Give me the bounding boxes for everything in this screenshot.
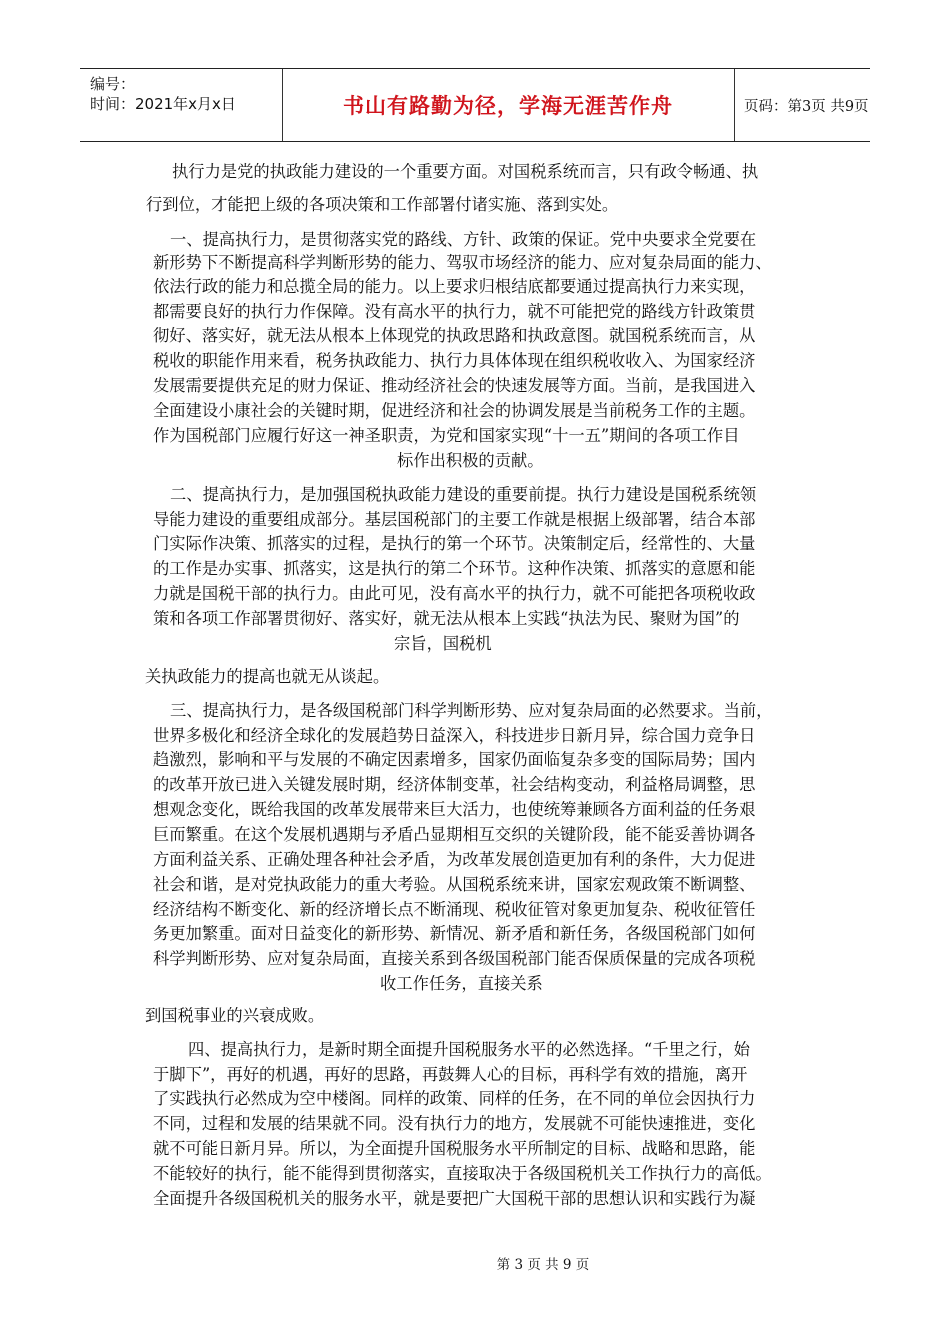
body-line: 二、提高执行力，是加强国税执政能力建设的重要前提。执行力建设是国税系统领 <box>170 485 757 504</box>
body-line: 不同，过程和发展的结果就不同。没有执行力的地方，发展就不可能快速推进，变化 <box>153 1114 756 1133</box>
header-page-number: 页码：第3页 共9页 <box>744 98 869 115</box>
body-line: 于脚下”，再好的机遇，再好的思路，再鼓舞人心的目标，再科学有效的措施，离开 <box>153 1065 748 1084</box>
body-line: 巨而繁重。在这个发展机遇期与矛盾凸显期相互交织的关键阶段，能不能妥善协调各 <box>153 825 756 844</box>
body-line: 关执政能力的提高也就无从谈起。 <box>145 667 390 686</box>
body-line: 行到位，才能把上级的各项决策和工作部署付诸实施、落到实处。 <box>146 195 619 214</box>
body-line: 收工作任务，直接关系 <box>380 974 543 993</box>
body-line: 执行力是党的执政能力建设的一个重要方面。对国税系统而言，只有政令畅通、执 <box>172 162 759 181</box>
body-line: 的工作是办实事、抓落实，这是执行的第二个环节。这种作决策、抓落实的意愿和能 <box>153 559 756 578</box>
header-motto: 书山有路勤为径，学海无涯苦作舟 <box>343 94 673 118</box>
body-line: 方面利益关系、正确处理各种社会矛盾，为改革发展创造更加有利的条件，大力促进 <box>153 850 756 869</box>
body-line: 全面提升各级国税机关的服务水平，就是要把广大国税干部的思想认识和实践行为凝 <box>153 1189 756 1208</box>
body-line: 的改革开放已进入关键发展时期，经济体制变革，社会结构变动，利益格局调整，思 <box>153 775 756 794</box>
body-line: 一、提高执行力，是贯彻落实党的路线、方针、政策的保证。党中央要求全党要在 <box>170 230 757 249</box>
document-number-label: 编号： <box>90 75 136 93</box>
document-date-label: 时间：2021年x月x日 <box>90 95 236 113</box>
body-line: 就不可能日新月异。所以，为全面提升国税服务水平所制定的目标、战略和思路，能 <box>153 1139 756 1158</box>
header-motto-cell <box>282 69 735 141</box>
body-line: 导能力建设的重要组成部分。基层国税部门的主要工作就是根据上级部署，结合本部 <box>153 510 756 529</box>
body-line: 作为国税部门应履行好这一神圣职责，为党和国家实现“十一五”期间的各项工作目 <box>153 426 740 445</box>
body-line: 科学判断形势、应对复杂局面，直接关系到各级国税部门能否保质保量的完成各项税 <box>153 949 756 968</box>
body-line: 依法行政的能力和总揽全局的能力。以上要求归根结底都要通过提高执行力来实现， <box>153 277 756 296</box>
body-line: 都需要良好的执行力作保障。没有高水平的执行力，就不可能把党的路线方针政策贯 <box>153 302 756 321</box>
body-line: 新形势下不断提高科学判断形势的能力、驾驭市场经济的能力、应对复杂局面的能力、 <box>153 253 772 272</box>
body-line: 宗旨，国税机 <box>394 634 492 653</box>
body-line: 全面建设小康社会的关键时期，促进经济和社会的协调发展是当前税务工作的主题。 <box>153 401 756 420</box>
body-line: 不能较好的执行，能不能得到贯彻落实，直接取决于各级国税机关工作执行力的高低。 <box>153 1164 772 1183</box>
body-line: 想观念变化，既给我国的改革发展带来巨大活力，也使统筹兼顾各方面利益的任务艰 <box>153 800 756 819</box>
footer-page-number: 第 3 页 共 9 页 <box>496 1257 590 1273</box>
body-line: 彻好、落实好，就无法从根本上体现党的执政思路和执政意图。就国税系统而言，从 <box>153 326 756 345</box>
body-line: 三、提高执行力，是各级国税部门科学判断形势、应对复杂局面的必然要求。当前， <box>170 701 773 720</box>
body-line: 门实际作决策、抓落实的过程，是执行的第一个环节。决策制定后，经常性的、大量 <box>153 534 756 553</box>
body-line: 四、提高执行力，是新时期全面提升国税服务水平的必然选择。“千里之行，始 <box>188 1040 750 1059</box>
body-line: 策和各项工作部署贯彻好、落实好，就无法从根本上实践“执法为民、聚财为国”的 <box>153 609 740 628</box>
body-line: 经济结构不断变化、新的经济增长点不断涌现、税收征管对象更加复杂、税收征管任 <box>153 900 756 919</box>
page-footer <box>0 1253 950 1273</box>
body-line: 发展需要提供充足的财力保证、推动经济社会的快速发展等方面。当前，是我国进入 <box>153 376 756 395</box>
body-line: 标作出积极的贡献。 <box>397 451 544 470</box>
header-page-cell <box>734 69 870 141</box>
header-meta-cell <box>80 69 283 141</box>
body-line: 税收的职能作用来看，税务执政能力、执行力具体体现在组织税收收入、为国家经济 <box>153 351 756 370</box>
body-line: 到国税事业的兴衰成败。 <box>145 1006 325 1025</box>
page-header <box>80 68 870 142</box>
body-line: 社会和谐，是对党执政能力的重大考验。从国税系统来讲，国家宏观政策不断调整、 <box>153 875 756 894</box>
body-line: 力就是国税干部的执行力。由此可见，没有高水平的执行力，就不可能把各项税收政 <box>153 584 756 603</box>
body-line: 了实践执行必然成为空中楼阁。同样的政策、同样的任务，在不同的单位会因执行力 <box>153 1089 756 1108</box>
body-line: 务更加繁重。面对日益变化的新形势、新情况、新矛盾和新任务，各级国税部门如何 <box>153 924 756 943</box>
body-line: 世界多极化和经济全球化的发展趋势日益深入，科技进步日新月异，综合国力竞争日 <box>153 726 756 745</box>
body-line: 趋激烈，影响和平与发展的不确定因素增多，国家仍面临复杂多变的国际局势；国内 <box>153 750 756 769</box>
